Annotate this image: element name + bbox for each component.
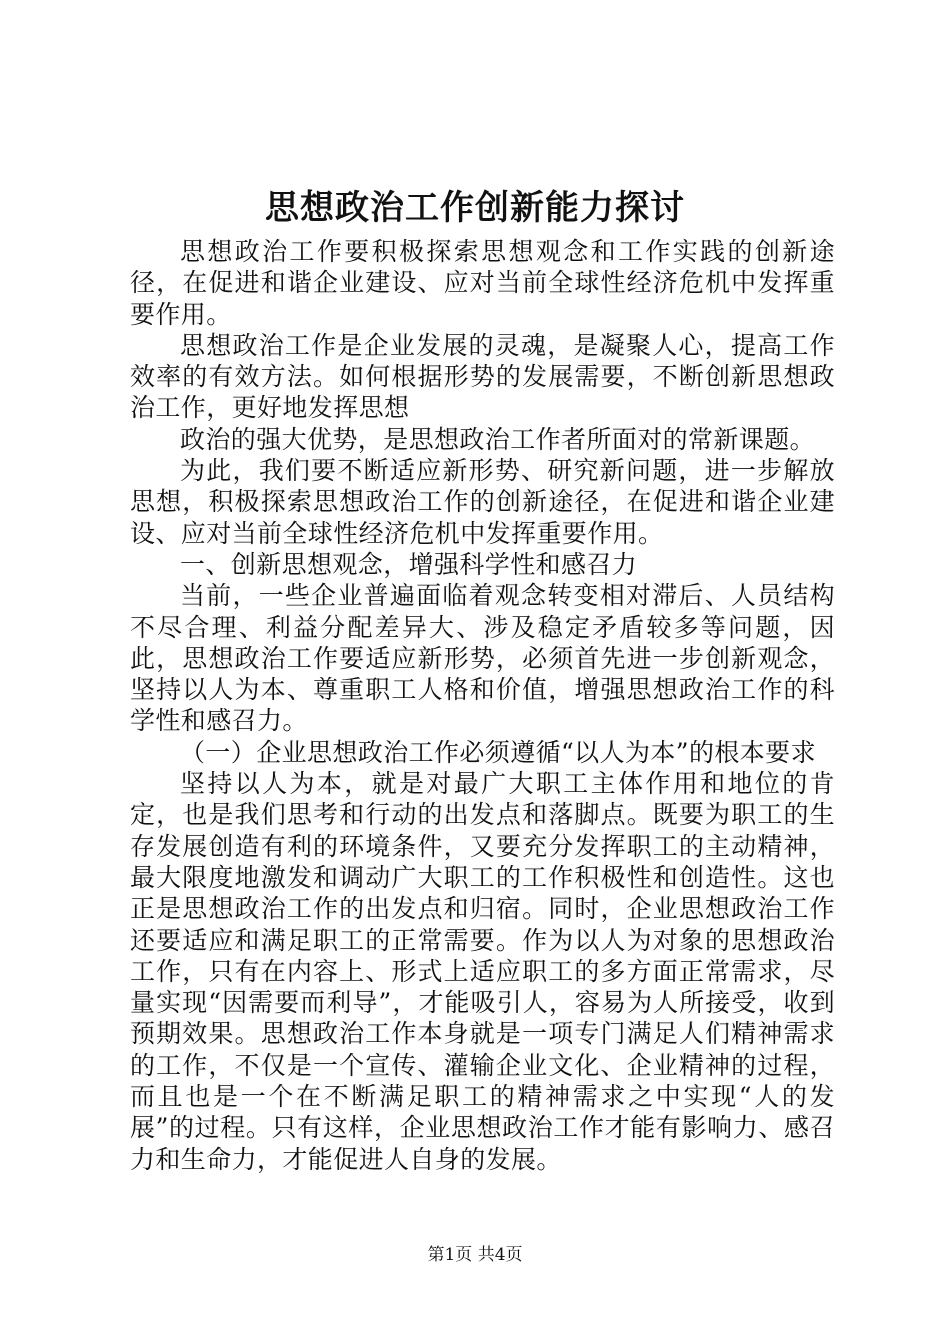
document-title: 思想政治工作创新能力探讨: [265, 188, 685, 228]
section-heading: 一、创新思想观念，增强科学性和感召力: [180, 549, 638, 579]
paragraph: 为此，我们要不断适应新形势、研究新问题，进一步解放思想，积极探索思想政治工作的创新途径，在促进和谐企业建设、应对当前全球性经济危机中发挥重要作用。: [130, 456, 835, 548]
paragraph: 政治的强大优势，是思想政治工作者所面对的常新课题。: [180, 424, 816, 454]
paragraph: 坚持以人为本，就是对最广大职工主体作用和地位的肯定，也是我们思考和行动的出发点和落脚点。既要为职工的生存发展创造有利的环境条件，又要充分发挥职工的主动精神，最大限度地激发和调动广大职工的工作积极性和创造性。这也正是思想政治工作的出发点和归宿。同时，企业思想政治工作还要适应和满足职工的正常需要。作为以人为对象的思想政治工作，只有在内容上、形式上适应职工的多方面正常需求，尽量实现“因需要而利导”，才能吸引人，容易为人所接受，收到预期效果。思想政治工作本身就是一项专门满足人们精神需求的工作，不仅是一个宣传、灌输企业文化、企业精神的过程，而且也是一个在不断满足职工的精神需求之中实现“人的发展”的过程。只有这样，企业思想政治工作才能有影响力、感召力和生命力，才能促进人自身的发展。: [130, 769, 835, 1174]
paragraph: 当前，一些企业普遍面临着观念转变相对滞后、人员结构不尽合理、利益分配差异大、涉及稳定矛盾较多等问题，因此，思想政治工作要适应新形势，必须首先进一步创新观念，坚持以人为本、尊重职工人格和价值，增强思想政治工作的科学性和感召力。: [130, 581, 835, 736]
document-body: [130, 236, 835, 1175]
paragraph: 思想政治工作是企业发展的灵魂，是凝聚人心，提高工作效率的有效方法。如何根据形势的发展需要，不断创新思想政治工作，更好地发挥思想: [130, 330, 835, 423]
page-number-footer: 第1页 共4页: [427, 1245, 523, 1265]
paragraph: 思想政治工作要积极探索思想观念和工作实践的创新途径，在促进和谐企业建设、应对当前全球性经济危机中发挥重要作用。: [130, 237, 835, 329]
subsection-heading: （一）企业思想政治工作必须遵循“以人为本”的根本要求: [180, 737, 816, 767]
